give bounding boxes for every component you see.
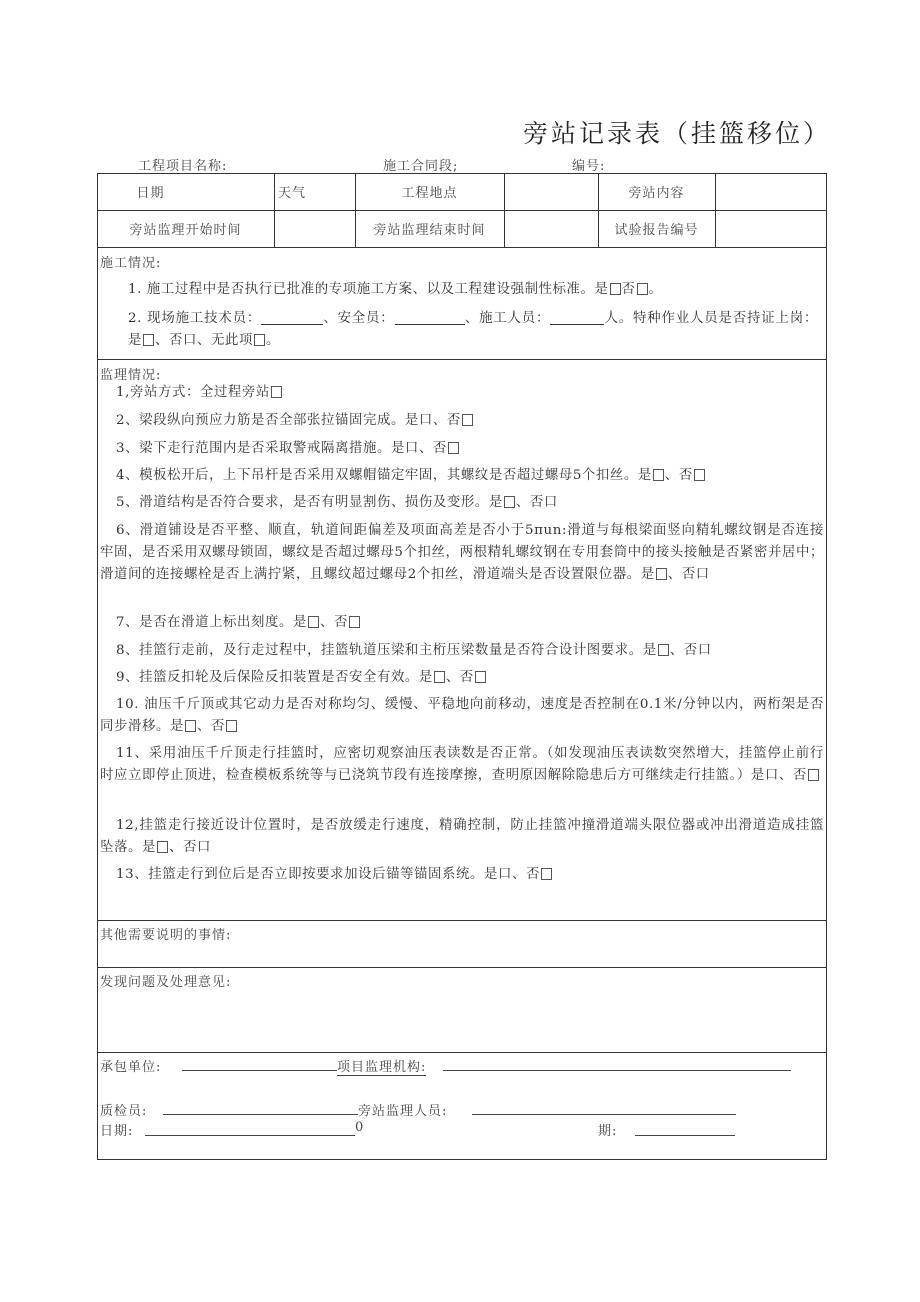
weather-label: 天气 xyxy=(278,186,307,201)
test-report-number-label: 试验报告编号 xyxy=(614,223,699,238)
no-checkbox[interactable] xyxy=(448,442,459,454)
date-suffix: 0 xyxy=(355,1120,365,1135)
yes-checkbox[interactable] xyxy=(434,671,445,683)
supervision-item-4 xyxy=(100,465,824,487)
supervisor-label: 旁站监理人员: xyxy=(358,1104,448,1119)
workers-count-field[interactable] xyxy=(550,310,604,325)
supervision-item-9 xyxy=(100,667,824,689)
item-text: 、安全员： xyxy=(323,311,395,326)
supervision-item-6 xyxy=(100,520,824,586)
item-text: 、否 xyxy=(320,615,348,630)
start-time-label: 旁站监理开始时间 xyxy=(129,223,242,238)
item-text: 。 xyxy=(648,282,663,297)
no-checkbox[interactable] xyxy=(475,671,486,683)
supervision-item-11 xyxy=(100,743,824,787)
no-checkbox[interactable] xyxy=(226,720,237,732)
yes-checkbox[interactable] xyxy=(653,469,664,481)
contract-section-label: 施工合同段; xyxy=(383,159,459,174)
yes-checkbox[interactable] xyxy=(157,841,168,853)
item-text: 、否 xyxy=(445,670,474,685)
yes-checkbox[interactable] xyxy=(656,568,667,580)
supervision-org-label: 项目监理机构: xyxy=(337,1056,426,1076)
no-checkbox[interactable] xyxy=(808,769,819,781)
supervision-item-7 xyxy=(100,612,824,634)
divider xyxy=(97,920,827,921)
construction-item-2 xyxy=(128,308,818,352)
item-text: 6、滑道铺设是否平整、顺直，轨道间距偏差及项面高差是否小于5πun:滑道与每根梁面竖向精轧螺纹钢是否连接牢固，是否采用双螺母锁固，螺纹是否超过螺母5个扣丝，两根精轧螺纹钢在专用套筒中的接头接触是否紧密并居中；滑道间的连接螺栓是否上满拧紧，且螺纹超过螺母2个扣丝，滑道端头是否设置限位器。是 xyxy=(100,523,824,582)
item-text: 、否口、无此项 xyxy=(155,333,253,348)
item-text: 3、梁下走行范围内是否采取警戒隔离措施。是口、否 xyxy=(116,441,447,456)
item-text: 否 xyxy=(621,282,636,297)
supervision-item-12 xyxy=(100,815,824,859)
contractor-label: 承包单位: xyxy=(100,1060,162,1075)
divider xyxy=(97,967,827,968)
construction-item-1 xyxy=(128,279,818,301)
technician-field[interactable] xyxy=(261,310,323,325)
yes-checkbox[interactable] xyxy=(610,283,621,295)
no-checkbox[interactable] xyxy=(637,283,648,295)
item-text: 。 xyxy=(265,333,280,348)
supervision-item-10 xyxy=(100,694,824,738)
inspector-field[interactable] xyxy=(163,1114,358,1115)
item-text: 、否口 xyxy=(667,567,710,582)
no-checkbox[interactable] xyxy=(694,469,705,481)
test-report-number-field[interactable] xyxy=(715,210,827,247)
start-time-field[interactable] xyxy=(274,210,355,247)
item-text: 1,旁站方式：全过程旁站 xyxy=(116,385,270,400)
item-text: 7、是否在滑道上标出刻度。是 xyxy=(116,615,307,630)
supervision-item-8 xyxy=(100,640,824,662)
end-time-label: 旁站监理结束时间 xyxy=(373,223,486,238)
item-text: 10. 油压千斤顶或其它动力是否对称均匀、缓慢、平稳地向前移动，速度是否控制在0.1米/分钟以内，两桁架是否同步滑移。是 xyxy=(100,697,824,734)
item-text: 13、挂篮走行到位后是否立即按要求加设后锚等锚固系统。是口、否 xyxy=(116,867,540,882)
supervision-item-3 xyxy=(100,438,824,460)
item-text: 11、采用油压千斤顶走行挂篮时，应密切观察油压表读数是否正常。（如发现油压表读数突然增大，挂篮停止前行时应立即停止顶进，检查模板系统等与已浇筑节段有连接摩擦，查明原因解除隐患后方可继续走行挂篮。）是口、否 xyxy=(100,746,824,783)
end-time-field[interactable] xyxy=(504,210,598,247)
supervisor-field[interactable] xyxy=(472,1114,736,1115)
inspector-label: 质检员: xyxy=(100,1104,148,1119)
item-text: 5、滑道结构是否符合要求，是否有明显割伤、损伤及变形。是 xyxy=(116,495,503,510)
yes-checkbox[interactable] xyxy=(185,720,196,732)
page-title: 旁站记录表（挂篮移位） xyxy=(523,119,832,148)
item-text: 9、挂篮反扣轮及后保险反扣装置是否安全有效。是 xyxy=(116,670,433,685)
no-checkbox[interactable] xyxy=(541,868,552,880)
item-text: 、施工人员： xyxy=(464,311,551,326)
other-notes-field[interactable] xyxy=(98,944,826,966)
item-text: 2、梁段纵向预应力筋是否全部张拉锚固完成。是口、否 xyxy=(116,413,461,428)
safety-officer-field[interactable] xyxy=(395,310,465,325)
item-text: 2. 现场施工技术员： xyxy=(128,311,262,326)
supervision-item-2 xyxy=(100,410,824,432)
supervision-item-1 xyxy=(100,382,824,404)
item-text: 、否口 xyxy=(515,495,558,510)
yes-checkbox[interactable] xyxy=(308,616,319,628)
divider xyxy=(97,247,827,248)
contractor-field[interactable] xyxy=(182,1070,337,1071)
issues-field[interactable] xyxy=(98,991,826,1051)
yes-checkbox[interactable] xyxy=(143,334,154,346)
other-notes-label: 其他需要说明的事情: xyxy=(100,928,232,943)
item-text: 人。特种作业人员是否持证上岗：是 xyxy=(128,311,819,348)
supervision-content-label: 旁站内容 xyxy=(628,186,685,201)
item-text: 、否口 xyxy=(168,840,211,855)
supervision-section-label: 监理情况: xyxy=(100,368,162,383)
date2-field[interactable] xyxy=(635,1135,735,1136)
item-text: 、否 xyxy=(196,719,225,734)
yes-checkbox[interactable] xyxy=(658,644,669,656)
supervision-item-13 xyxy=(100,864,824,886)
divider xyxy=(97,359,827,360)
construction-section-label: 施工情况: xyxy=(100,256,162,271)
item-text: 8、挂篮行走前，及行走过程中，挂篮轨道压梁和主桁压梁数量是否符合设计图要求。是 xyxy=(116,643,657,658)
yes-checkbox[interactable] xyxy=(504,496,515,508)
project-name-label: 工程项目名称: xyxy=(138,159,228,174)
checkbox[interactable] xyxy=(271,386,282,398)
date2-label: 期: xyxy=(598,1124,618,1139)
item-text: 12,挂篮走行接近设计位置时，是否放缓走行速度，精确控制，防止挂篮冲撞滑道端头限位器或冲出滑道造成挂篮坠落。是 xyxy=(100,818,824,855)
supervision-item-5 xyxy=(100,492,824,514)
item-text: 、否 xyxy=(664,468,693,483)
issues-label: 发现问题及处理意见: xyxy=(100,975,232,990)
item-text: 、否口 xyxy=(669,643,712,658)
site-location-field[interactable] xyxy=(504,173,598,210)
supervision-org-field[interactable] xyxy=(443,1070,791,1071)
site-location-label: 工程地点 xyxy=(401,186,458,201)
date-label: 日期: xyxy=(100,1124,134,1139)
no-checkbox[interactable] xyxy=(462,414,473,426)
no-checkbox[interactable] xyxy=(349,616,360,628)
not-applicable-checkbox[interactable] xyxy=(254,334,265,346)
number-label: 编号: xyxy=(572,159,606,174)
divider xyxy=(97,1052,827,1053)
supervision-content-field[interactable] xyxy=(715,173,827,210)
date-field[interactable] xyxy=(145,1135,355,1136)
item-text: 1. 施工过程中是否执行已批准的专项施工方案、以及工程建设强制性标准。是 xyxy=(128,282,609,297)
item-text: 4、模板松开后，上下吊杆是否采用双螺帽锚定牢固，其螺纹是否超过螺母5个扣丝。是 xyxy=(116,468,652,483)
date-label: 日期 xyxy=(136,186,165,201)
